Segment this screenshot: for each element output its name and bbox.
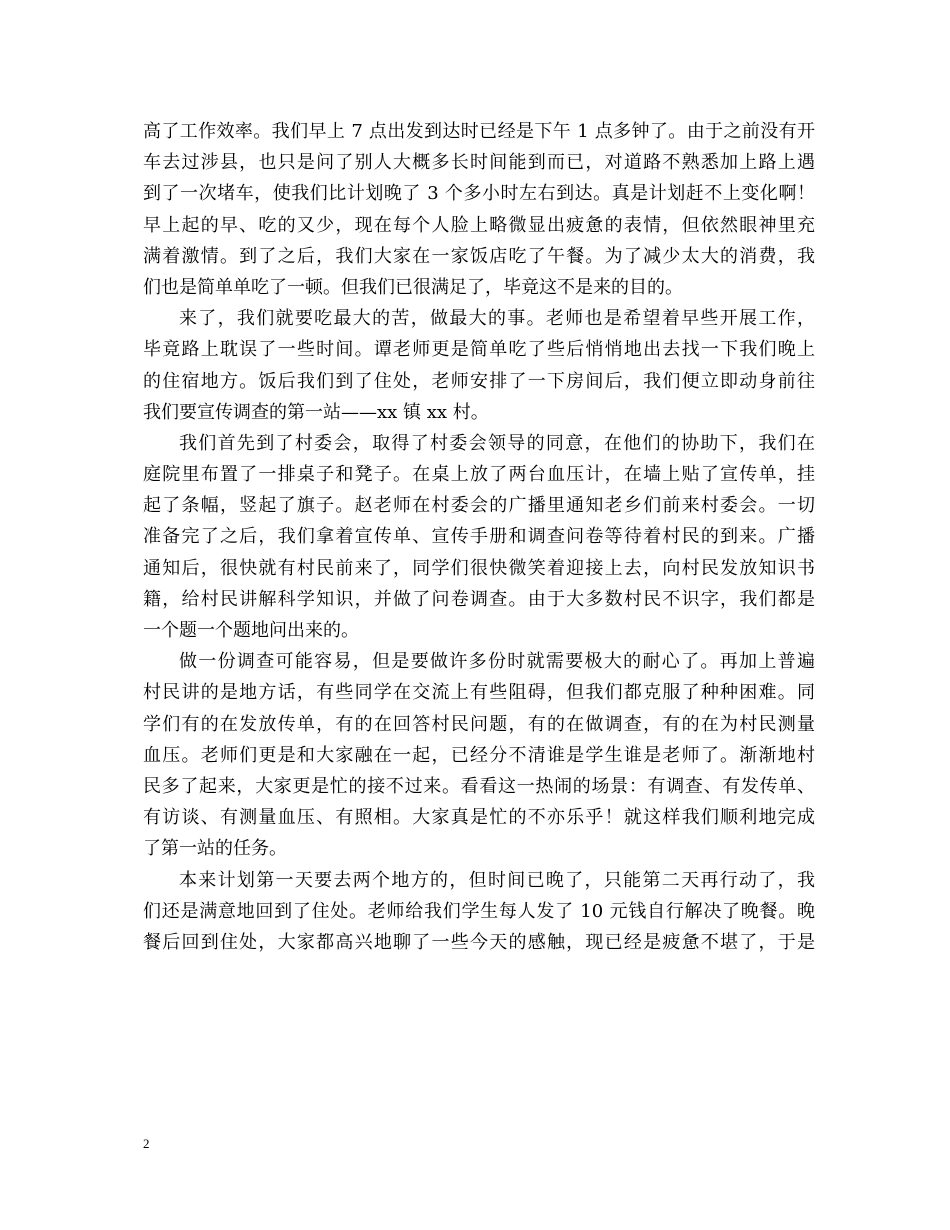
text-line: 高了工作效率。我们早上 7 点出发到达时已经是下午 1 点多钟了。由于之前没有开 — [143, 121, 815, 142]
text-line: 庭院里布置了一排桌子和凳子。在桌上放了两台血压计，在墙上贴了宣传单，挂 — [143, 464, 815, 486]
text-line: 来了，我们就要吃最大的苦，做最大的事。老师也是希望着早些开展工作， — [179, 308, 815, 330]
text-line: 一个题一个题地问出来的。 — [143, 620, 359, 641]
text-line: 有访谈、有测量血压、有照相。大家真是忙的不亦乐乎！就这样我们顺利地完成 — [143, 807, 815, 829]
text-line: 早上起的早、吃的又少，现在每个人脸上略微显出疲惫的表情，但依然眼神里充 — [143, 214, 815, 236]
text-line: 通知后，很快就有村民前来了，同学们很快微笑着迎接上去，向村民发放知识书 — [143, 557, 815, 579]
text-line: 们还是满意地回到了住处。老师给我们学生每人发了 10 元钱自行解决了晚餐。晚 — [143, 900, 815, 922]
text-line: 我们要宣传调查的第一站——xx 镇 xx 村。 — [143, 401, 489, 423]
text-line: 的住宿地方。饭后我们到了住处，老师安排了一下房间后，我们便立即动身前往 — [143, 370, 815, 392]
text-line: 车去过涉县，也只是问了别人大概多长时间能到而已，对道路不熟悉加上路上遇 — [143, 152, 815, 174]
text-line: 了第一站的任务。 — [143, 838, 287, 860]
text-line: 们也是简单单吃了一顿。但我们已很满足了，毕竟这不是来的目的。 — [143, 276, 683, 298]
text-line: 本来计划第一天要去两个地方的，但时间已晚了，只能第二天再行动了，我 — [179, 869, 815, 891]
text-line: 毕竟路上耽误了一些时间。谭老师更是简单吃了些后悄悄地出去找一下我们晚上 — [143, 339, 815, 361]
text-line: 到了一次堵车，使我们比计划晚了 3 个多小时左右到达。真是计划赶不上变化啊！ — [143, 183, 815, 205]
page-number: 2 — [143, 1136, 150, 1151]
text-line: 学们有的在发放传单，有的在回答村民问题，有的在做调查，有的在为村民测量 — [143, 713, 815, 735]
text-line: 民多了起来，大家更是忙的接不过来。看看这一热闹的场景：有调查、有发传单、 — [143, 775, 815, 797]
text-line: 血压。老师们更是和大家融在一起，已经分不清谁是学生谁是老师了。渐渐地村 — [143, 744, 815, 766]
text-line: 我们首先到了村委会，取得了村委会领导的同意，在他们的协助下，我们在 — [179, 432, 815, 454]
text-line: 做一份调查可能容易，但是要做许多份时就需要极大的耐心了。再加上普遍 — [179, 651, 815, 673]
body-text — [143, 116, 815, 958]
text-line: 起了条幅，竖起了旗子。赵老师在村委会的广播里通知老乡们前来村委会。一切 — [143, 495, 815, 517]
text-line: 村民讲的是地方话，有些同学在交流上有些阻碍，但我们都克服了种种困难。同 — [143, 682, 815, 704]
text-line: 籍，给村民讲解科学知识，并做了问卷调查。由于大多数村民不识字，我们都是 — [143, 588, 815, 610]
text-line: 满着激情。到了之后，我们大家在一家饭店吃了午餐。为了减少太大的消费，我 — [143, 245, 815, 267]
text-line: 餐后回到住处，大家都高兴地聊了一些今天的感触，现已经是疲惫不堪了，于是 — [143, 931, 815, 953]
text-line: 准备完了之后，我们拿着宣传单、宣传手册和调查问卷等待着村民的到来。广播 — [143, 526, 815, 548]
